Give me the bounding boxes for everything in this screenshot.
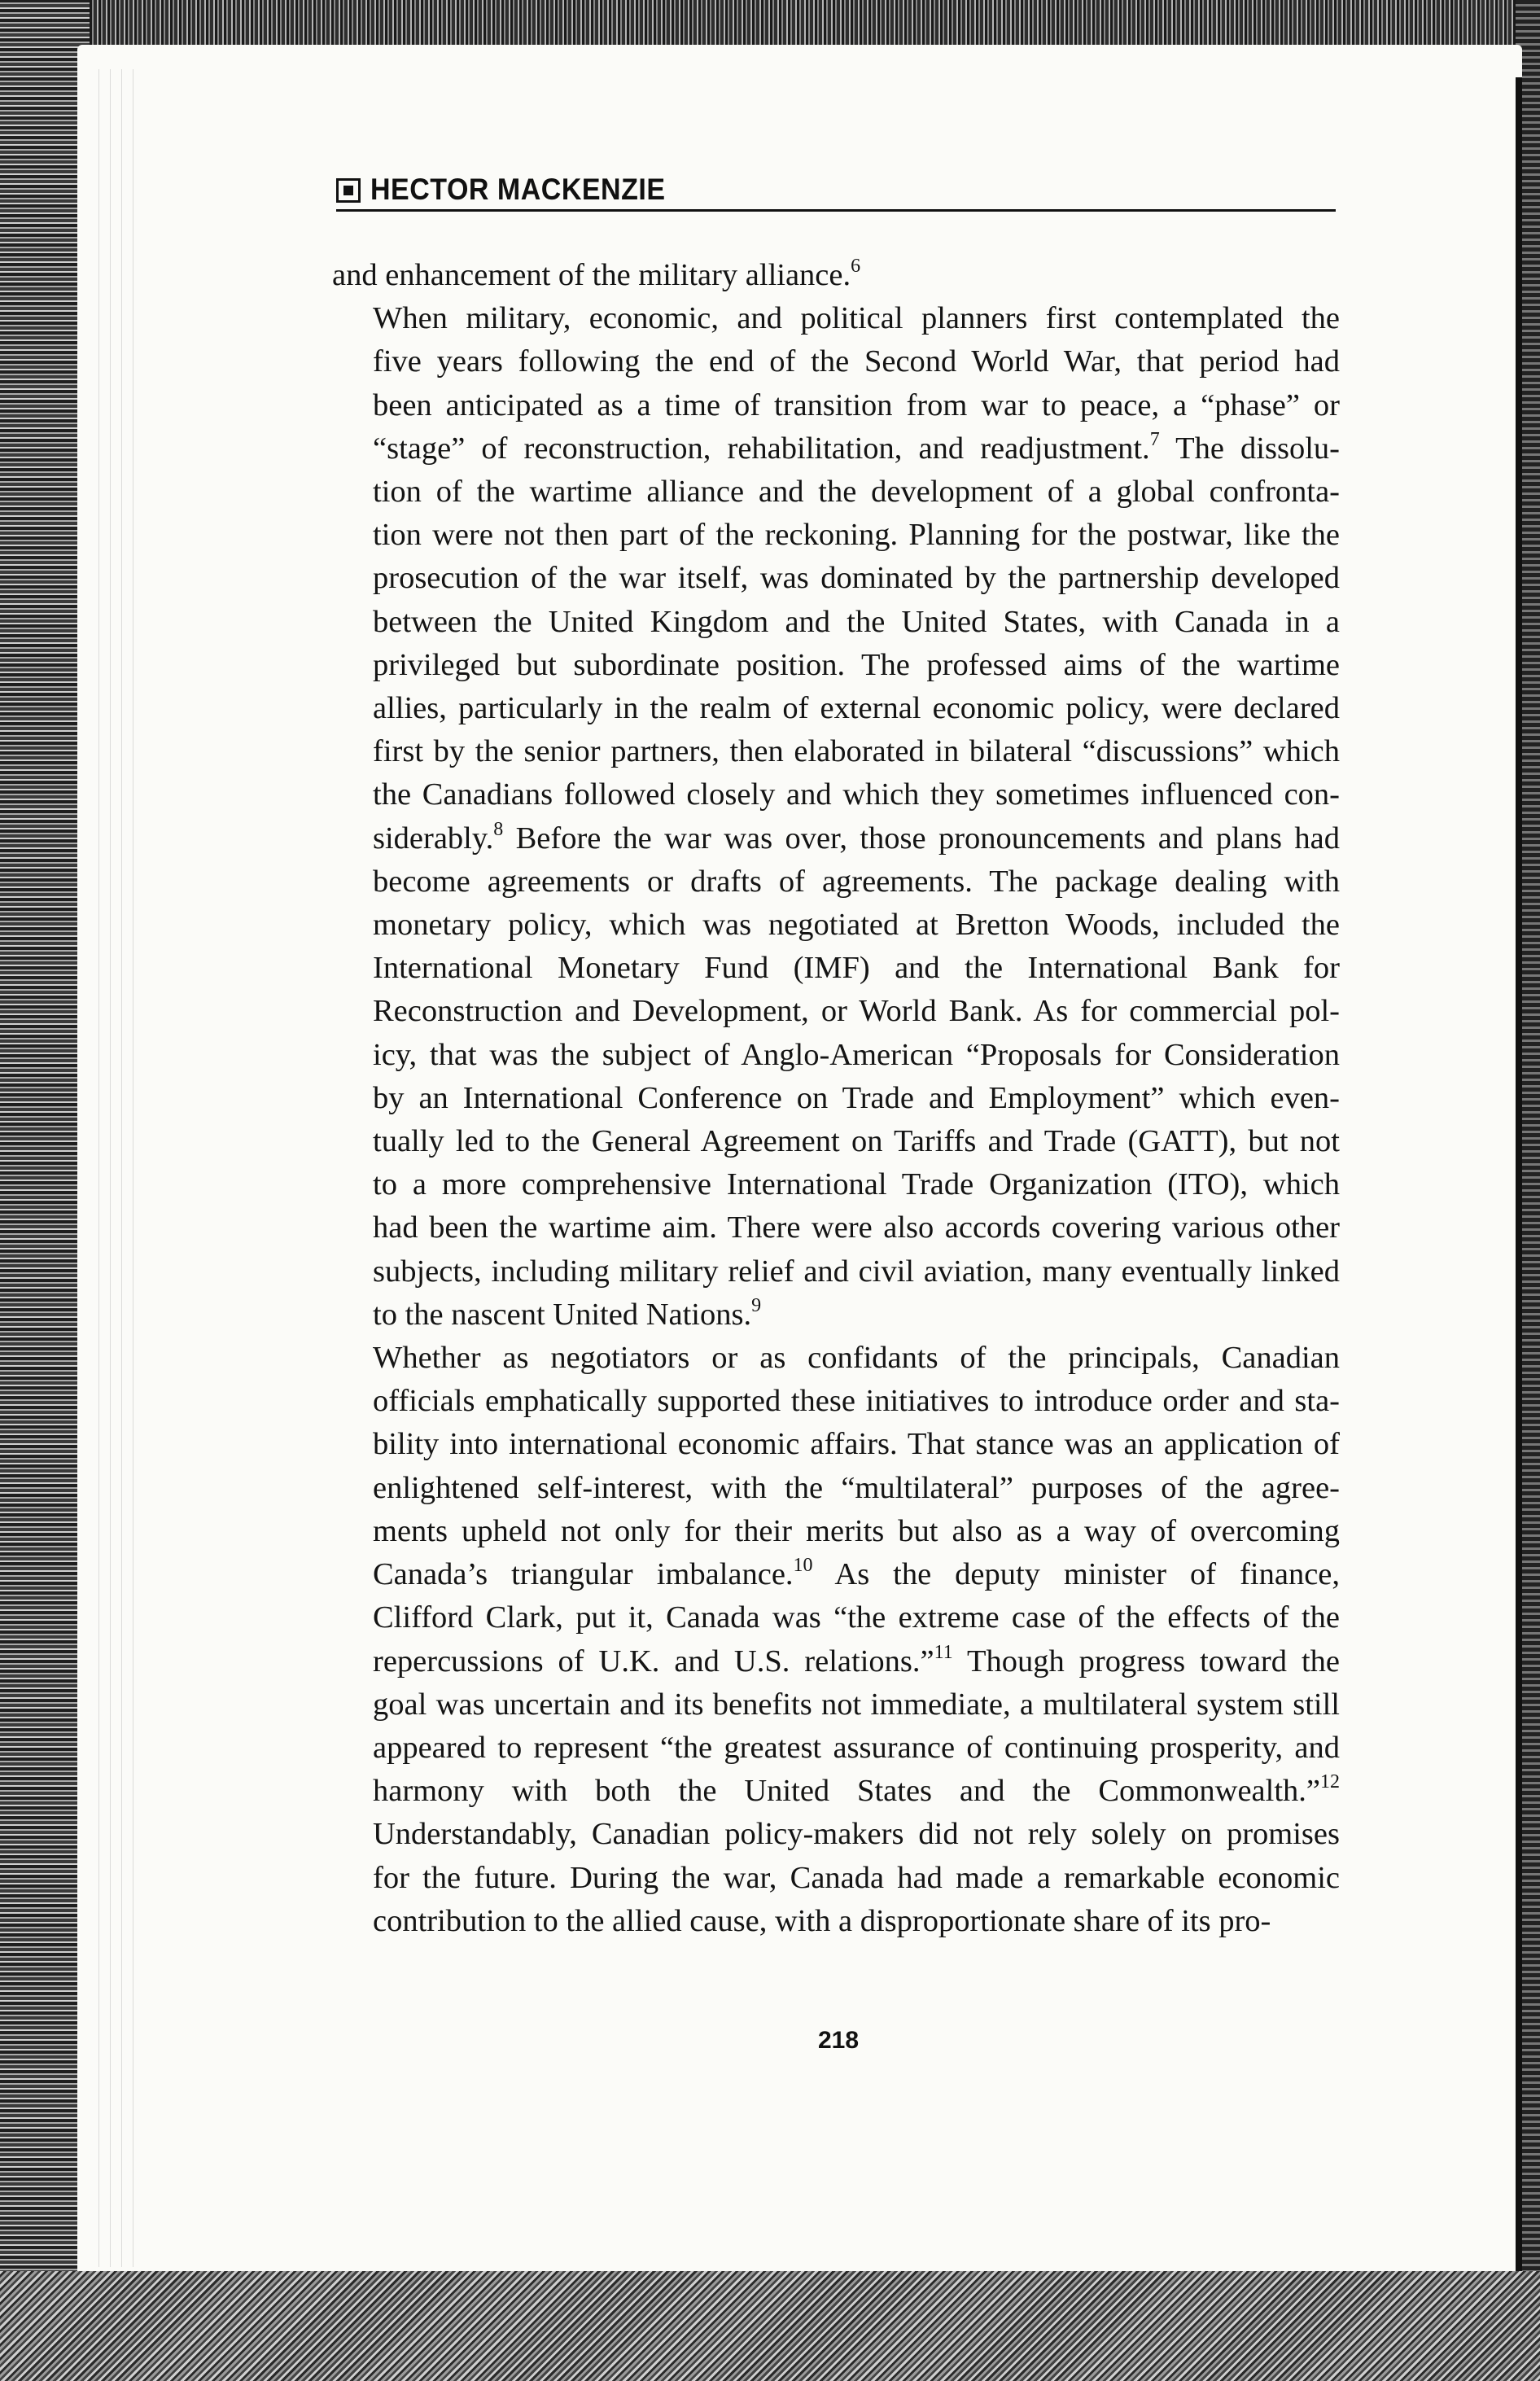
text-line: prosecution of the war itself, was dominated by the partnership developed — [373, 561, 1340, 596]
text-line: five years following the end of the Second World War, that period had — [373, 344, 1340, 379]
text-line: become agreements or drafts of agreements. The package dealing with — [373, 864, 1340, 899]
text-line: ments upheld not only for their merits but also as a way of overcoming — [373, 1513, 1340, 1548]
footnote-marker: 9 — [751, 1295, 762, 1317]
footnote-marker: 8 — [493, 818, 504, 840]
text-line: contribution to the allied cause, with a disproportionate share of its pro- — [373, 1903, 1271, 1938]
text-line: “stage” of reconstruction, rehabilitation, and readjustment.$^7$ The dissolu- — [373, 428, 1340, 466]
text-line: and enhancement of the military alliance.$^6$ — [332, 256, 861, 292]
text-line: been anticipated as a time of transition from war to peace, a “phase” or — [373, 387, 1340, 422]
text-line: by an International Conference on Trade and Employment” which even- — [373, 1080, 1340, 1115]
text-line: to a more comprehensive International Trade Organization (ITO), which — [373, 1167, 1340, 1202]
text-line: tion were not then part of the reckoning. Planning for the postwar, like the — [373, 518, 1340, 553]
text-line: subjects, including military relief and civil aviation, many eventually linked — [373, 1254, 1340, 1289]
page-edge-right — [1516, 77, 1522, 2275]
footnote-marker: 12 — [1320, 1771, 1340, 1793]
scan-border-left — [0, 0, 90, 2381]
paragraph — [332, 254, 1340, 297]
text-line: between the United Kingdom and the United States, with Canada in a — [373, 604, 1340, 639]
footnote-marker: 11 — [934, 1641, 953, 1663]
text-line: repercussions of U.K. and U.S. relations.”$^{11}$ Though progress toward the — [373, 1641, 1340, 1679]
scan-border-bottom — [0, 2271, 1540, 2381]
ornament-icon — [336, 178, 361, 203]
text-line: monetary policy, which was negotiated at Bretton Woods, included the — [373, 908, 1340, 943]
text-line: officials emphatically supported these initiatives to introduce order and sta- — [373, 1384, 1340, 1419]
text-line: the Canadians followed closely and which they sometimes influenced con- — [373, 777, 1340, 812]
text-line: had been the wartime aim. There were also accords covering various other — [373, 1210, 1340, 1245]
text-line: goal was uncertain and its benefits not immediate, a multilateral system still — [373, 1687, 1340, 1722]
page-number: 218 — [817, 2027, 860, 2054]
text-line: Understandably, Canadian policy-makers did not rely solely on promises — [373, 1817, 1340, 1852]
text-line: bility into international economic affairs. That stance was an application of — [373, 1427, 1340, 1462]
text-line: appeared to represent “the greatest assurance of continuing prosperity, and — [373, 1730, 1340, 1765]
text-line: to the nascent United Nations.$^9$ — [373, 1295, 762, 1332]
text-line: Canada’s triangular imbalance.$^{10}$ As the deputy minister of finance, — [373, 1555, 1340, 1592]
paragraph — [332, 1337, 1340, 1943]
footnote-marker: 7 — [1149, 428, 1160, 450]
text-line: harmony with both the United States and the Commonwealth.”$^{12}$ — [373, 1771, 1340, 1809]
page-gutter-shadow — [94, 69, 142, 2267]
text-line: enlightened self-interest, with the “multilateral” purposes of the agree- — [373, 1470, 1340, 1505]
text-line: Clifford Clark, put it, Canada was “the extreme case of the effects of the — [373, 1600, 1340, 1635]
text-line: International Monetary Fund (IMF) and the International Bank for — [373, 951, 1340, 986]
running-head — [336, 167, 1336, 212]
text-line: privileged but subordinate position. The professed aims of the wartime — [373, 647, 1340, 682]
text-line: tion of the wartime alliance and the development of a global confronta- — [373, 475, 1340, 510]
text-line: first by the senior partners, then elaborated in bilateral “discussions” which — [373, 734, 1340, 769]
text-line: When military, economic, and political planners first contemplated the — [373, 301, 1340, 336]
running-head-author: HECTOR MACKENZIE — [370, 173, 666, 207]
text-line: allies, particularly in the realm of external economic policy, were declared — [373, 691, 1340, 726]
footnote-marker: 10 — [793, 1555, 813, 1577]
text-line: Reconstruction and Development, or World Bank. As for commercial pol- — [373, 994, 1340, 1029]
text-line: Whether as negotiators or as confidants of the principals, Canadian — [373, 1341, 1340, 1376]
footnote-marker: 6 — [851, 256, 861, 278]
text-line: for the future. During the war, Canada had made a remarkable economic — [373, 1860, 1340, 1895]
text-line: siderably.$^8$ Before the war was over, those pronouncements and plans had — [373, 818, 1340, 856]
body-text — [332, 254, 1340, 1943]
text-line: icy, that was the subject of Anglo-American “Proposals for Consideration — [373, 1037, 1340, 1072]
text-line: tually led to the General Agreement on Tariffs and Trade (GATT), but not — [373, 1124, 1340, 1159]
paragraph — [332, 297, 1340, 1337]
